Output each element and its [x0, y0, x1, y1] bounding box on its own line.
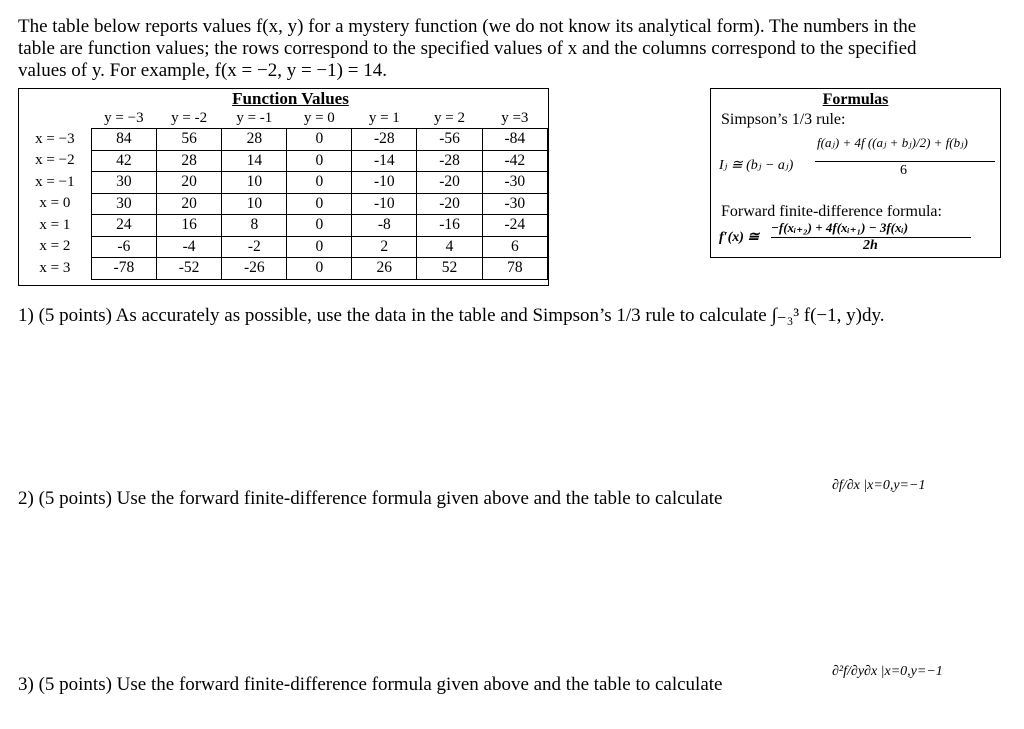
table-cell: 26 — [352, 258, 417, 280]
table-cell: -28 — [417, 150, 482, 172]
table-cell: 0 — [287, 129, 352, 151]
table-cell: 10 — [222, 172, 287, 194]
col-header: y = 1 — [368, 109, 400, 126]
table-cell: -78 — [91, 258, 156, 280]
table-cell: 24 — [91, 215, 156, 237]
table-cell: 8 — [222, 215, 287, 237]
question-2: 2) (5 points) Use the forward finite-difference formula given above and the table to calculate — [18, 488, 723, 509]
table-cell: -20 — [417, 172, 482, 194]
row-label: x = −2 — [35, 152, 75, 169]
table-row — [19, 129, 548, 151]
row-label: x = 3 — [39, 259, 71, 276]
table-cell: 16 — [156, 215, 221, 237]
function-values-table — [19, 108, 548, 280]
table-row — [19, 150, 548, 172]
intro-line-2: table are function values; the rows correspond to the specified values of x and the columns correspond to the specified — [18, 38, 917, 59]
function-values-box — [18, 88, 549, 286]
table-cell: -30 — [482, 172, 547, 194]
table-cell: 14 — [222, 150, 287, 172]
intro-paragraph — [18, 16, 1006, 82]
question-2-expression: ∂f/∂x |x=0,y=−1 — [832, 478, 926, 493]
table-cell: -4 — [156, 236, 221, 258]
table-row — [19, 258, 548, 280]
col-header: y = 0 — [303, 109, 335, 126]
table-row — [19, 236, 548, 258]
table-cell: 0 — [287, 193, 352, 215]
table-cell: 56 — [156, 129, 221, 151]
table-cell: 10 — [222, 193, 287, 215]
table-cell: 28 — [156, 150, 221, 172]
col-header: y = 2 — [434, 109, 466, 126]
table-cell: -16 — [417, 215, 482, 237]
col-header: y = -2 — [171, 109, 208, 126]
table-cell: -84 — [482, 129, 547, 151]
row-label: x = 1 — [39, 216, 71, 233]
table-cell: 0 — [287, 236, 352, 258]
table-cell: 42 — [91, 150, 156, 172]
question-3-expression: ∂²f/∂y∂x |x=0,y=−1 — [832, 664, 943, 679]
table-cell: 0 — [287, 172, 352, 194]
col-header: y = −3 — [104, 109, 144, 126]
forward-denominator: 2h — [863, 238, 878, 253]
table-cell: 0 — [287, 215, 352, 237]
table-cell: -10 — [352, 172, 417, 194]
table-cell: -8 — [352, 215, 417, 237]
table-row — [19, 215, 548, 237]
table-cell: -10 — [352, 193, 417, 215]
simpson-lhs: Iⱼ ≅ (bⱼ − aⱼ) — [719, 158, 794, 173]
table-cell: 30 — [91, 172, 156, 194]
forward-formula — [719, 220, 995, 255]
table-cell: 0 — [287, 150, 352, 172]
row-label: x = 2 — [39, 238, 71, 255]
row-label: x = −3 — [35, 130, 75, 147]
forward-numerator: −f(xᵢ₊₂) + 4f(xᵢ₊₁) − 3f(xᵢ) — [771, 220, 909, 235]
simpson-label: Simpson’s 1/3 rule: — [721, 111, 846, 128]
simpson-numerator: f(aⱼ) + 4f ((aⱼ + bⱼ)/2) + f(bⱼ) — [817, 135, 968, 150]
forward-lhs: f′(x) ≅ — [719, 230, 760, 245]
table-cell: 52 — [417, 258, 482, 280]
table-row — [19, 172, 548, 194]
simpson-fraction-bar — [815, 161, 995, 162]
table-cell: -30 — [482, 193, 547, 215]
col-header: y =3 — [501, 109, 529, 126]
table-cell: -26 — [222, 258, 287, 280]
question-3: 3) (5 points) Use the forward finite-difference formula given above and the table to calculate — [18, 674, 723, 695]
forward-label: Forward finite-difference formula: — [721, 203, 942, 220]
table-cell: -20 — [417, 193, 482, 215]
table-cell: -24 — [482, 215, 547, 237]
intro-line-1: The table below reports values f(x, y) for a mystery function (we do not know its analytical form). The numbers in the — [18, 16, 917, 37]
table-cell: 2 — [352, 236, 417, 258]
table-cell: -56 — [417, 129, 482, 151]
table-cell: 0 — [287, 258, 352, 280]
function-values-title: Function Values — [232, 89, 349, 108]
col-header: y = -1 — [236, 109, 273, 126]
row-label: x = 0 — [39, 195, 71, 212]
corner-cell — [19, 108, 91, 129]
table-cell: 6 — [482, 236, 547, 258]
table-cell: -28 — [352, 129, 417, 151]
table-cell: 20 — [156, 172, 221, 194]
intro-line-3: values of y. For example, f(x = −2, y = −1) = 14. — [18, 60, 387, 81]
table-cell: 78 — [482, 258, 547, 280]
table-cell: -14 — [352, 150, 417, 172]
table-cell: 30 — [91, 193, 156, 215]
question-1: 1) (5 points) As accurately as possible, use the data in the table and Simpson’s 1/3 rule to calculate ∫₋₃³ f(−1, y)dy. — [18, 305, 885, 326]
header-row — [19, 108, 548, 129]
table-cell: -2 — [222, 236, 287, 258]
table-cell: 20 — [156, 193, 221, 215]
formulas-box — [710, 88, 1001, 258]
simpson-denominator: 6 — [900, 163, 907, 178]
table-cell: 84 — [91, 129, 156, 151]
simpson-formula — [719, 135, 995, 179]
table-row — [19, 193, 548, 215]
table-cell: -6 — [91, 236, 156, 258]
table-cell: -52 — [156, 258, 221, 280]
table-cell: -42 — [482, 150, 547, 172]
row-label: x = −1 — [35, 173, 75, 190]
table-cell: 4 — [417, 236, 482, 258]
formulas-title: Formulas — [822, 91, 889, 108]
table-cell: 28 — [222, 129, 287, 151]
